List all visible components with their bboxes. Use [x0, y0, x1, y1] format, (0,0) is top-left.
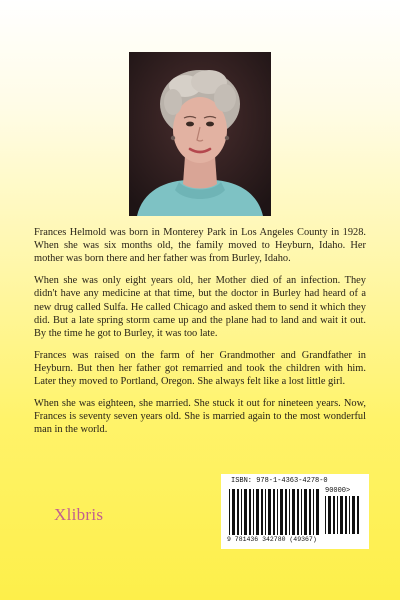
isbn-barcode — [221, 474, 369, 549]
isbn-label: ISBN: 978-1-4363-4278-0 — [231, 477, 328, 485]
bio-paragraph: Frances was raised on the farm of her Grandmother and Grandfather in Heyburn. But then her father got remarried and took the children with him. Later they moved to Portland, Oregon. She always felt like a lost little girl. — [34, 349, 366, 388]
price-code — [325, 487, 350, 495]
price-code-digits: 90000 — [325, 487, 347, 495]
author-photo — [129, 52, 271, 216]
barcode-digits: 9 781436 342780 (49367) — [227, 536, 317, 543]
price-code-marker: > — [346, 487, 351, 495]
barcode-bars — [229, 489, 321, 535]
bio-paragraph: When she was only eight years old, her Mother died of an infection. They didn't have any medicine at that time, but the doctor in Burley had heard of a new drug called Sulfa. He called Chicago and asked them to send it which they did. But a late spring storm came up and the plane had to land and wait it out. By the time he got to Burley, it was too late. — [34, 275, 366, 340]
author-bio — [34, 226, 366, 445]
bio-paragraph: Frances Helmold was born in Monterey Park in Los Angeles County in 1928. When she was six months old, the family moved to Heyburn, Idaho. Her mother was born there and her father was from Burley, Idaho. — [34, 227, 366, 265]
publisher-logo: Xlibris — [54, 505, 104, 524]
price-barcode-bars — [325, 496, 361, 534]
bio-paragraph: When she was eighteen, she married. She stuck it out for nineteen years. Now, Frances is seventy seven years old. She is married again to the most wonderful man in the world. — [34, 398, 366, 436]
